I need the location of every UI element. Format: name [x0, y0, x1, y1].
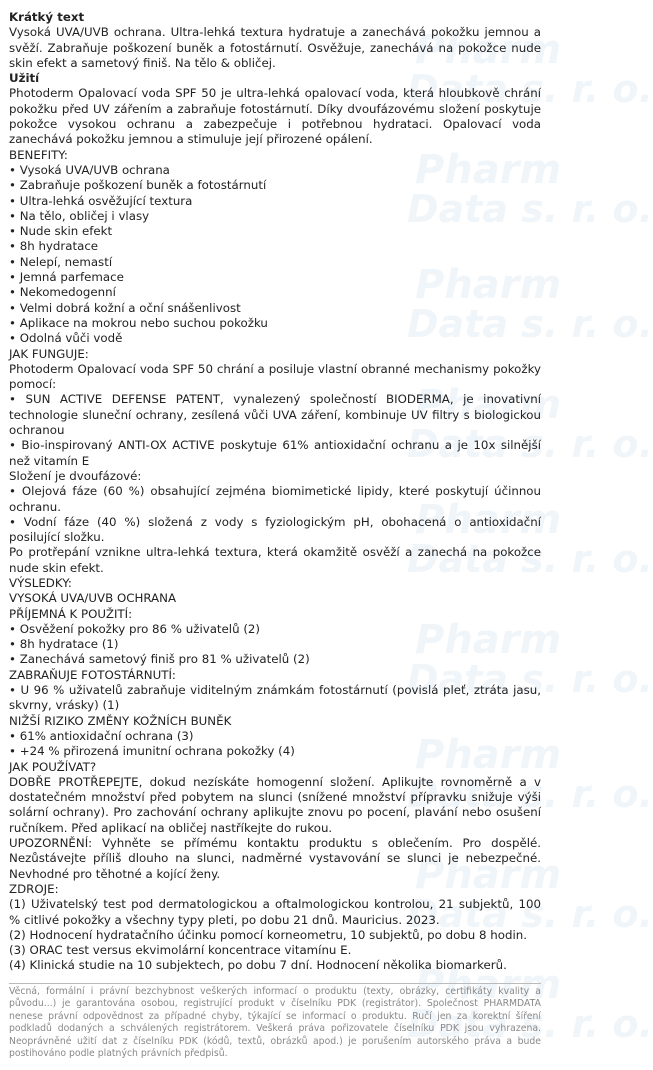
list-item: • Nelepí, nemastí	[9, 254, 113, 269]
how-it-works-point: • Bio-inspirovaný ANTI-OX ACTIVE poskytuje 61% antioxidační ochranu a je 10x silnější než vitamín E	[9, 438, 541, 468]
watermark: Pharm Data s. r. o.	[407, 617, 653, 701]
source-item: (3) ORAC test versus ekvimolární koncentrace vitamínu E.	[9, 943, 352, 958]
list-item: • Velmi dobrá kožní a oční snášenlivost	[9, 300, 241, 315]
pleasant-use-title: PŘÍJEMNÁ K POUŽITÍ:	[9, 606, 133, 621]
how-it-works-point: • SUN ACTIVE DEFENSE PATENT, vynalezený společností BIODERMA, je inovativní technologie sluneční ochrany, zesílená vůči UVA záření, kombinuje UV filtry s biologickou ochranou	[9, 392, 541, 438]
list-item: • Jemná parfemace	[9, 270, 124, 285]
list-item: • Zanechává sametový finiš pro 81 % uživatelů (2)	[9, 652, 310, 667]
lower-risk-title: NIŽŠÍ RIZIKO ZMĚNY KOŽNÍCH BUNĚK	[9, 713, 232, 728]
list-item: • Zabraňuje poškození buněk a fotostárnutí	[9, 178, 267, 193]
composition-title: Složení je dvoufázové:	[9, 468, 142, 483]
source-item: (2) Hodnocení hydratačního účinku pomocí korneometru, 10 subjektů, po dobu 8 hodin.	[9, 927, 527, 942]
results-protection: VYSOKÁ UVA/UVB OCHRANA	[9, 591, 177, 606]
watermark: Pharm Data s. r. o.	[407, 962, 653, 1046]
list-item: • Osvěžení pokožky pro 86 % uživatelů (2)	[9, 621, 261, 636]
list-item: • Ultra-lehká osvěžující textura	[9, 193, 193, 208]
list-item: • Vysoká UVA/UVB ochrana	[9, 162, 170, 177]
list-item: • Nude skin efekt	[9, 224, 113, 239]
list-item: • 8h hydratace	[9, 239, 99, 254]
how-to-use-text: DOBŘE PROTŘEPEJTE, dokud nezískáte homogenní složení. Aplikujte rovnoměrně a v dostatečném množství před pobytem na slunci (snížené množství přípravku snižuje výši solární ochrany). Pro zachování ochrany aplikujte znovu po pocení, plavání nebo osušení ručníkem. Před aplikací na obličej nastříkejte do rukou.	[9, 774, 541, 835]
benefits-list	[9, 163, 541, 347]
how-to-use-title: JAK POUŽÍVAT?	[9, 759, 97, 774]
watermark: Pharm Data s. r. o.	[407, 382, 653, 466]
list-item: • +24 % přirozená imunitní ochrana pokožky (4)	[9, 744, 295, 759]
photoaging-title: ZABRAŇUJE FOTOSTÁRNUTÍ:	[9, 667, 176, 682]
watermark: Pharm Data s. r. o.	[407, 852, 653, 936]
composition-point: • Vodní fáze (40 %) složená z vody s fyziologickým pH, obohacená o antioxidační posilující složku.	[9, 514, 541, 545]
list-item: • Nekomedogenní	[9, 285, 116, 300]
sources-title: ZDROJE:	[9, 881, 59, 896]
short-text-heading: Krátký text	[9, 10, 85, 24]
results-title: VÝSLEDKY:	[9, 575, 72, 590]
list-item: • Na tělo, obličej i vlasy	[9, 208, 150, 223]
usage-heading: Užití	[9, 71, 40, 86]
how-it-works-intro: Photoderm Opalovací voda SPF 50 chrání a posiluje vlastní obranné mechanismy pokožky pomocí:	[9, 361, 541, 392]
list-item: • 61% antioxidační ochrana (3)	[9, 728, 194, 743]
watermark: Pharm Data s. r. o.	[407, 27, 653, 111]
composition-summary: Po protřepání vznikne ultra-lehká textura, která okamžitě osvěží a zanechá na pokožce nude skin efekt.	[9, 545, 541, 575]
usage-text: Photoderm Opalovací voda SPF 50 je ultra-lehká opalovací voda, která hloubkově chrání pokožku před UV zářením a zabraňuje fotostárnutí. Díky dvoufázovému složení poskytuje pokožce vysokou ochranu a zabezpečuje i potřebnou hydrataci. Opalovací voda zanechává pokožku jemnou a stimuluje její přirozené opálení.	[9, 86, 541, 147]
watermark: Pharm Data s. r. o.	[407, 732, 653, 816]
watermark: Pharm Data s. r. o.	[407, 497, 653, 581]
composition-point: • Olejová fáze (60 %) obsahující zejména biomimetické lipidy, které poskytují účinnou ochranu.	[9, 484, 541, 514]
source-item: (1) Uživatelský test pod dermatologickou a oftalmologickou kontrolou, 21 subjektů, 100 % citlivé pokožky a všechny typy pleti, po dobu 21 dnů. Mauricius. 2023.	[9, 897, 541, 927]
list-item: • Aplikace na mokrou nebo suchou pokožku	[9, 315, 268, 330]
watermark: Pharm Data s. r. o.	[407, 262, 653, 346]
benefits-title: BENEFITY:	[9, 147, 68, 162]
list-item: • U 96 % uživatelů zabraňuje viditelným známkám fotostárnutí (povislá pleť, ztráta jasu, skvrny, vrásky) (1)	[9, 683, 541, 713]
list-item: • Odolná vůči vodě	[9, 331, 123, 346]
source-item: (4) Klinická studie na 10 subjektech, po dobu 7 dní. Hodnocení několika biomarkerů.	[9, 958, 507, 973]
product-description	[9, 10, 541, 974]
watermark: Pharm Data s. r. o.	[407, 147, 653, 231]
warning-text: UPOZORNĚNÍ: Vyhněte se přímému kontaktu produktu s oblečením. Pro dospělé. Nezůstávejte příliš dlouho na slunci, nadměrné vystavování se slunci je nebezpečné. Nevhodné pro těhotné a kojící ženy.	[9, 836, 541, 881]
list-item: • 8h hydratace (1)	[9, 637, 119, 652]
how-it-works-title: JAK FUNGUJE:	[9, 346, 89, 361]
legal-disclaimer: Věcná, formální i právní bezchybnost veškerých informací o produktu (texty, obrázky, certifikáty kvality a původu...) je garantována osobou, registrující produkt v číselníku PDK (registrátor). Společnost PHARMDATA nenese právní odpovědnost za případné chyby, týkající se informací o produktu. Ručí jen za korektní šíření podkladů dodaných a schválených registrátorem. Veškerá práva pořizovatele číselníku PDK jsou vyhrazena. Neoprávněné užití dat z číselníku PDK (kódů, textů, obrázků apod.) je porušením autorského práva a bude postihováno podle platných právních předpisů.	[9, 983, 541, 1060]
short-text: Vysoká UVA/UVB ochrana. Ultra-lehká textura hydratuje a zanechává pokožku jemnou a svěží. Zabraňuje poškození buněk a fotostárnutí. Osvěžuje, zanechává na pokožce nude skin efekt a sametový finiš. Na tělo & obličej.	[9, 25, 541, 70]
